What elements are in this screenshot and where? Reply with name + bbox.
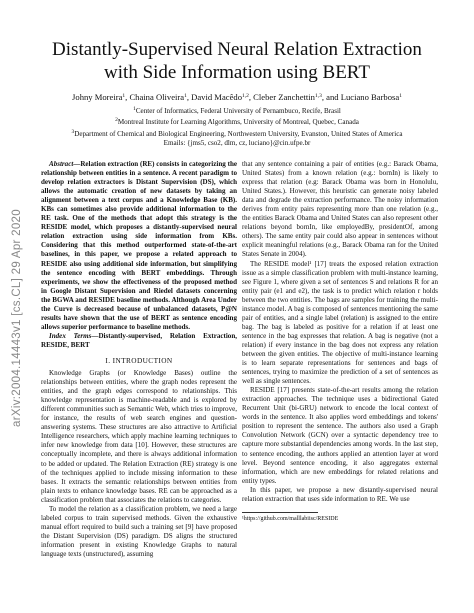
section-heading: I. INTRODUCTION <box>105 355 173 365</box>
affiliation-mark: 1 <box>133 106 136 112</box>
arxiv-id: arXiv:2004.14443v1 [cs.CL] 29 Apr 2020 <box>11 209 23 427</box>
footnote: ¹https://github.com/malllabiisc/RESIDE <box>242 515 339 522</box>
author: Chaina Oliveira <box>129 92 185 102</box>
author: and Luciano Barbosa <box>326 92 400 102</box>
index-terms <box>41 332 237 350</box>
paragraph: To model the relation as a classification problem, we need a large labeled corpus to train supervised methods. Given the exhaustive manual effort required to build such a training set [9] have proposed the Distant Supervision (DS) paradigm. DS aligns the structured information present in existing Knowledge Graphs to natural language texts (unstructured), assuming <box>41 504 237 558</box>
author-affiliation-mark: 1 <box>399 93 402 99</box>
abstract-text: —Relation extraction (RE) consists in categorizing the relationship between entities in a sentence. A recent paradigm to develop relation extractors is Distant Supervision (DS), which allows the automatic creation of new datasets by taking an alignment between a text corpus and a Knowledge Base (KB). KBs can sometimes also provide additional information to the RE task. One of the methods that adopt this strategy is the RESIDE model, which proposes a distantly-supervised neural relation extraction using side information from KBs. Considering that this method outperformed state-of-the-art baselines, in this paper, we propose a related approach to RESIDE also using additional side information, but simplifying the sentence encoding with BERT embeddings. Through experiments, we show the effectiveness of the proposed method in Google Distant Supervision and Riedel datasets concerning the BGWA and RESIDE baseline methods. Although Area Under the Curve is decreased because of unbalanced datasets, P@N results have shown that the use of BERT as sentence encoding allows superior performance to baseline methods. <box>41 160 237 331</box>
affiliation-text: Center of Informatics, Federal University of Pernambuco, Recife, Brasil <box>135 107 341 115</box>
author-affiliation-mark: 1 <box>184 93 187 99</box>
affiliation <box>30 128 444 139</box>
paragraph: The RESIDE model¹ [17] treats the exposed relation extraction issue as a simple classification problem with multi-instance learning, see Figure 1, where given a set of sentences S and relations R for an entity pair (e1 and e2), the task is to predict which relation r holds between the two entities. The bags are samples for training the multi-instance model. A bag is composed of sentences mentioning the same pair of entities, and a single label (relation) is assigned to the entire bag. The bag is labeled as positive for a relation if at least one sentence in the bag expresses that relation. A bag is negative (not a relation) if every instance in the bag does not express any relation between the given entities. The objective of multi-instance learning is to learn separate representations for sentences and bags of sentences, trying to maximize the prediction of a set of sentences as well as single sentences. <box>242 259 438 386</box>
paragraph: RESIDE [17] presents state-of-the-art results among the relation extraction approaches. The technique uses a bidirectional Gated Recurrent Unit (bi-GRU) network to encode the local context of words in the sentence. It also applies word embeddings and tokens' position to represent the sentence. The authors also used a Graph Convolution Network (GCN) over a syntactic dependency tree to capture more substantial dependencies among words. In the last step, to sentence encoding, the authors applied an attention layer at word level. Beyond sentence encoding, it also aggregates external information, which are new embeddings for related relations and entity types. <box>242 386 438 485</box>
paragraph: that any sentence containing a pair of entities (e.g.: Barack Obama, United States) from a known relation (e.g.: bornIn) is likely to express that relation (e.g: Barack Obama was born in Honolulu, United States.). However, this heuristic can generate noisy labeled data and degrade the extraction performance. The noisy information derives from entity pairs representing more than one relation (e.g., the entities Barack Obama and United States can also represent other relations beyond bornIn, like employedBy, presidentOf, among others). The same entity pair could also appear in sentences without explicit meaningful relations (e.g., Barack Obama ran for the United States Senate in 2004). <box>242 160 438 259</box>
author: Johny Moreira <box>72 92 123 102</box>
title-line-1: Distantly-Supervised Neural Relation Extraction <box>52 39 422 60</box>
author-list: Johny Moreira$^1$, Chaina Oliveira$^1$, David Macêdo$^{1,2}$, Cleber Zanchettin$^{1,3}$, and Luciano Barbosa$^1$ <box>72 92 402 102</box>
author: Cleber Zanchettin <box>253 92 315 102</box>
right-column <box>242 160 438 523</box>
affiliation-text: Montreal Institute for Learning Algorithms, University of Montreal, Quebec, Canada <box>117 118 359 127</box>
arxiv-watermark <box>4 168 30 468</box>
abstract <box>41 160 237 332</box>
affiliation-mark: 2 <box>115 117 118 124</box>
index-terms-label: Index Terms <box>49 331 92 340</box>
affiliation-mark: 3 <box>71 128 75 135</box>
left-column <box>41 160 237 559</box>
author-affiliation-mark: 1,3 <box>314 93 322 99</box>
affiliation-text: Department of Chemical and Biological Engineering, Northwestern University, Evanston, United States of America <box>74 129 403 138</box>
index-terms-text: —Distantly-supervised, Relation Extraction, RESIDE, BERT <box>41 331 237 349</box>
author-affiliation-mark: 1,2 <box>242 93 249 99</box>
author-affiliation-mark: 1 <box>122 93 126 99</box>
author: David Macêdo <box>191 92 242 102</box>
paper-title <box>30 38 444 84</box>
paragraph: Knowledge Graphs (or Knowledge Bases) outline the relationships between entities, where the graph nodes represent the entities, and the graph edges correspond to relationships. This knowledge representation is machine-readable and is explored by different communities such as Semantic Web, which tries to improve, for instance, the results of web search engines and question-answering systems. These structures are also attractive to Artificial Intelligence researchers, which apply machine learning techniques to infer new knowledge from data [10]. However, these structures are conceptually incomplete, and there is always additional information to be added or updated. The Relation Extraction (RE) strategy is one of the techniques applied to include missing information to these bases. It extracts the semantic relationships between entities from plain texts to enhance knowledge bases. RE can be approached as a classification problem that associates the relations to categories. <box>41 369 237 504</box>
abstract-label: Abstract <box>49 160 74 168</box>
paragraph: In this paper, we propose a new distantly-supervised neural relation extraction that uses side information to RE. We use <box>242 485 438 503</box>
affiliation <box>30 105 444 116</box>
title-line-2: with Side Information using BERT <box>104 62 370 83</box>
emails: Emails: {jms5, cso2, dlm, cz, luciano}@cin.ufpe.br <box>163 139 311 148</box>
affiliation <box>30 116 444 127</box>
affiliations <box>30 105 444 149</box>
footnote-divider <box>242 512 318 513</box>
